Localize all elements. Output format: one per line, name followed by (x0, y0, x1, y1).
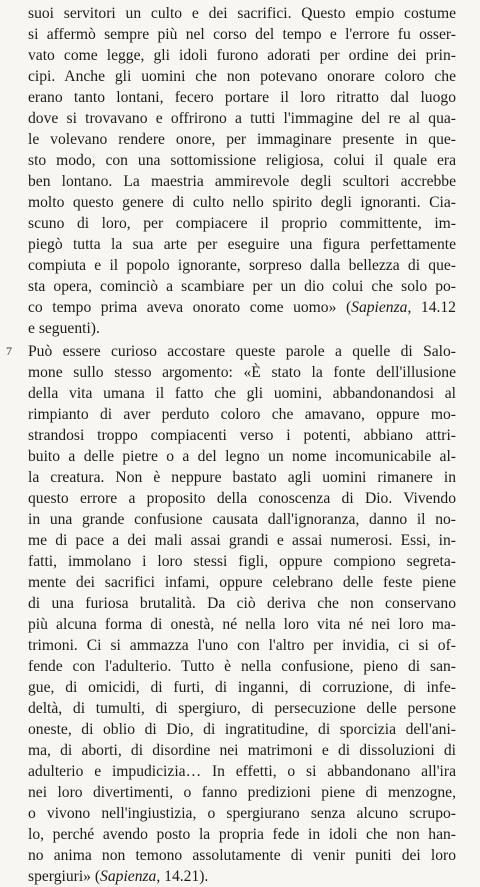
text-line: sta opera, cominciò a scambiare per un dio colui che solo po- (28, 278, 456, 295)
text-line: spergiuri» (Sapienza, 14.21). (28, 868, 209, 885)
paragraph-number: 7 (6, 344, 12, 358)
text-line: me di pace a dei mali assai grandi e assai numerosi. Essi, in- (28, 532, 456, 549)
text-line: scuno di loro, per compiacere il proprio committente, im- (28, 215, 456, 232)
text-line: dove si trovavano e offrirono a tutti l'immagine del re al qua- (28, 110, 456, 127)
text-line: no anima non temono assolutamente di venir puniti dei loro (28, 847, 456, 864)
text-line: lo, perché avendo posto la propria fede in idoli che non han- (28, 826, 456, 843)
text-line: vato come legge, gli idoli furono adorati per ordine dei prin- (28, 47, 456, 64)
text-line: di una furiosa brutalità. Da ciò deriva che non conservano (28, 595, 456, 612)
text-line: ma, di aborti, di disordine nei matrimoni e di dissoluzioni di (28, 742, 456, 759)
text-line: compiuta e il popolo ignorante, sorpreso dalla bellezza di que- (28, 257, 456, 274)
text-line: co tempo prima aveva onorato come uomo» (Sapienza, 14.12 (28, 299, 456, 316)
text-line: deltà, di tumulti, di spergiuro, di persecuzione delle persone (28, 700, 456, 717)
text-line: adulterio e impudicizia… In effetti, o si abbandonano all'ira (28, 763, 456, 780)
text-line: sto modo, con una sottomissione religiosa, colui il quale era (28, 152, 456, 169)
text-line: nei loro divertimenti, o fanno predizioni piene di menzogne, (28, 784, 456, 801)
text-line: oneste, di oblio di Dio, di ingratitudine, di sporcizia dell'ani- (28, 721, 456, 738)
text-line: strandosi troppo compiacenti verso i potenti, abbiano attri- (28, 427, 456, 444)
text-line: fatti, immolano i loro stessi figli, oppure compiono segreta- (28, 553, 456, 570)
text-line: cipi. Anche gli uomini che non potevano onorare coloro che (28, 68, 456, 85)
text-line: buito a delle pietre o a del legno un nome incomunicabile al- (28, 448, 456, 465)
text-line: molto questo genere di culto nello spirito degli ignoranti. Cia- (28, 194, 456, 211)
text-line: fende con l'adulterio. Tutto è nella confusione, pieno di san- (28, 658, 456, 675)
text-line: in una grande confusione causata dall'ignoranza, danno il no- (28, 511, 456, 528)
text-line: più alcuna forma di onestà, né nella loro vita né nei loro ma- (28, 616, 456, 633)
text-line: piegò tutta la sua arte per eseguire una figura perfettamente (28, 236, 456, 253)
text-line: ben lontano. La maestria ammirevole degli scultori accrebbe (28, 173, 456, 190)
text-line: questo errore a proposito della conoscenza di Dio. Vivendo (28, 490, 456, 507)
text-line: si affermò sempre più nel corso del tempo e l'errore fu osser- (28, 26, 456, 43)
text-line: la creatura. Non è neppure bastato agli uomini rimanere in (28, 469, 456, 486)
text-line: mone sullo stesso argomento: «È stato la fonte dell'illusione (28, 364, 456, 381)
text-line: trimoni. Ci si ammazza l'uno con l'altro per invidia, ci si of- (28, 637, 456, 654)
text-line: della vita umana il fatto che gli uomini, abbandonandosi al (28, 385, 456, 402)
text-line: rimpianto di aver perduto coloro che amavano, oppure mo- (28, 406, 456, 423)
text-line: gue, di omicidi, di furti, di inganni, di corruzione, di infe- (28, 679, 456, 696)
text-line: erano tanto lontani, fecero portare il loro ritratto dal luogo (28, 89, 456, 106)
text-line: o vivono nell'ingiustizia, o spergiurano senza alcuno scrupo- (28, 805, 456, 822)
text-line: Può essere curioso accostare queste parole a quelle di Salo- (28, 343, 456, 360)
text-line: le volevano rendere onore, per immaginare presente in que- (28, 131, 456, 148)
text-line: e seguenti). (28, 320, 100, 337)
text-line: suoi servitori un culto e dei sacrifici. Questo empio costume (28, 5, 456, 22)
text-line: mente dei sacrifici infami, oppure celebrano delle feste piene (28, 574, 456, 591)
